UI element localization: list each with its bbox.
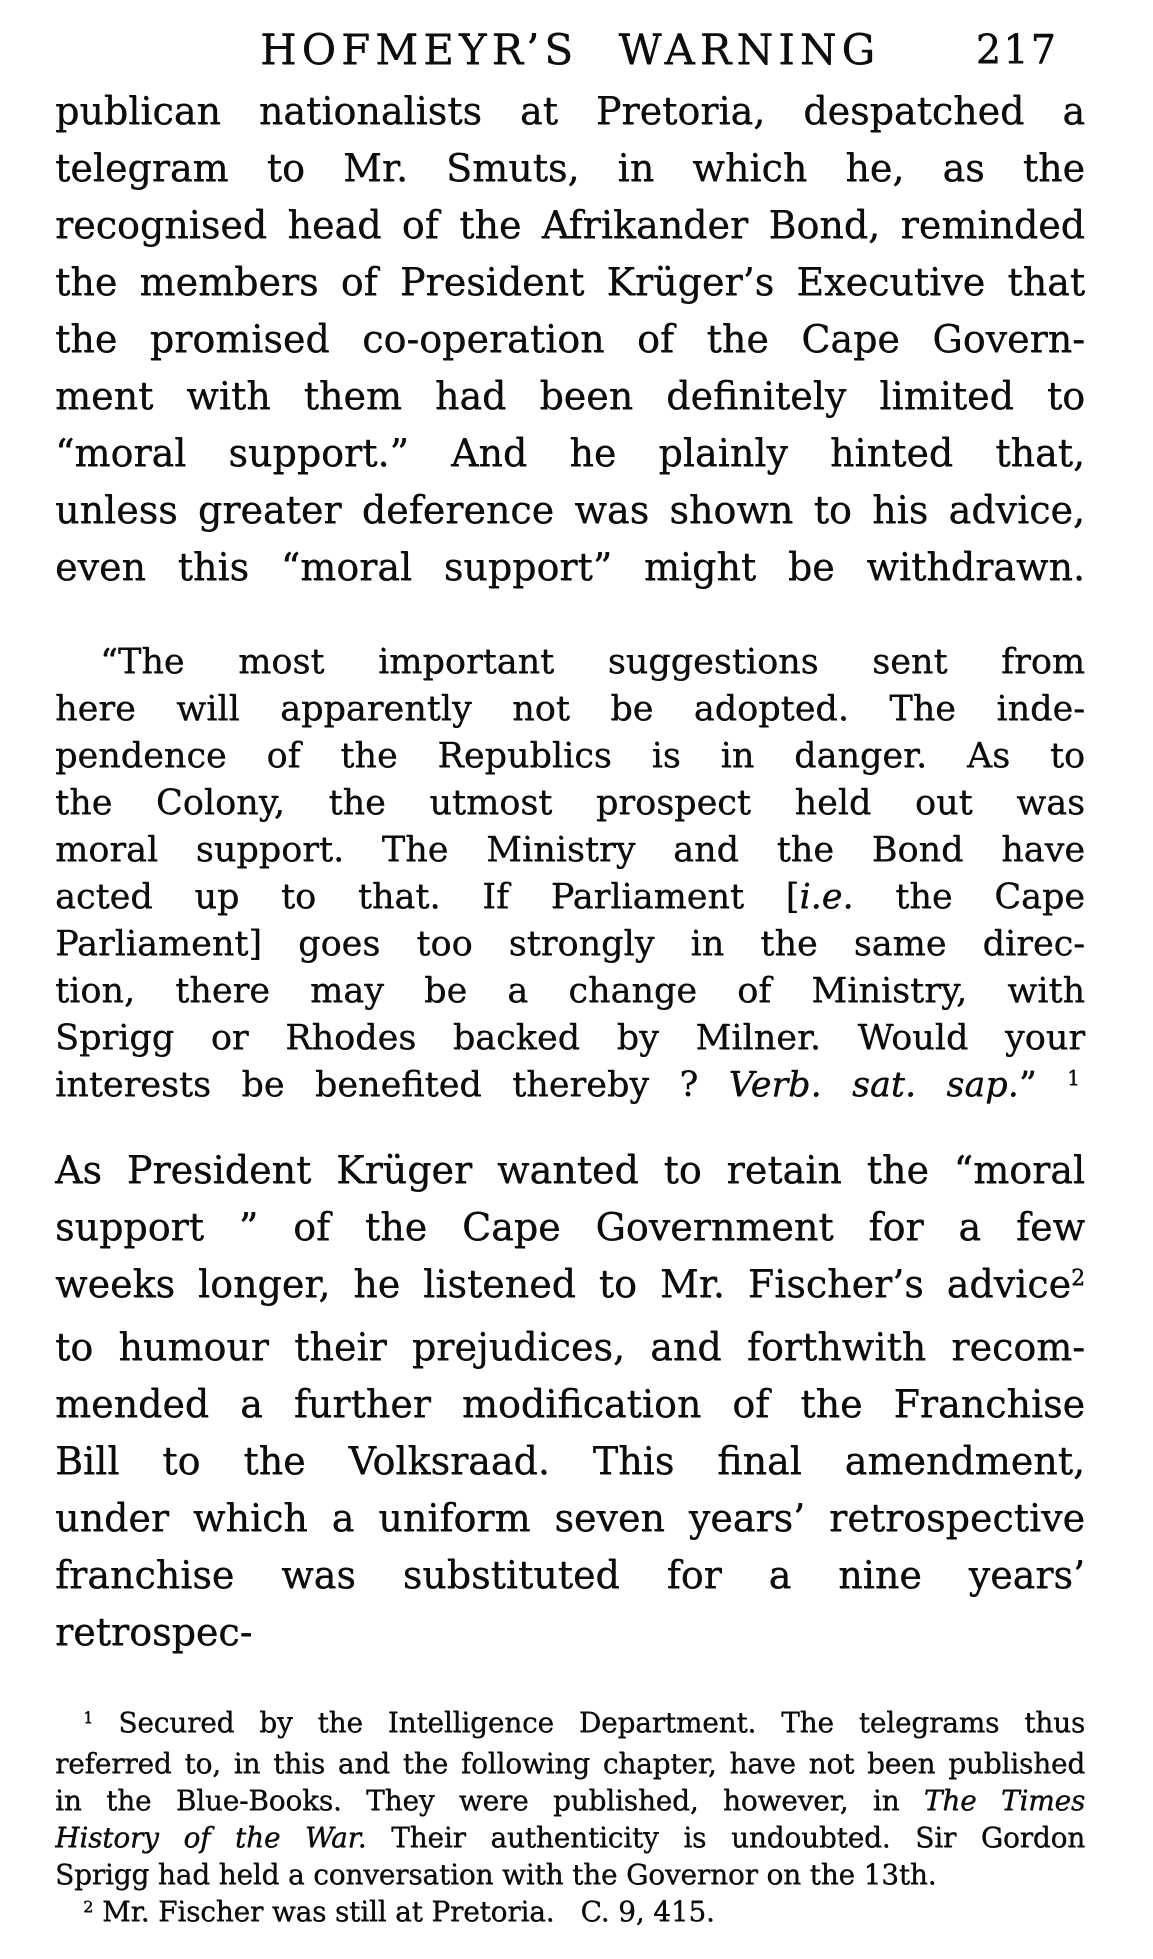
text-line: here will apparently not be adopted. The inde- (55, 689, 1085, 729)
text-line: $^1$ Secured by the Intelligence Department. The telegrams thus (83, 1706, 1085, 1739)
text-line: franchise was substituted for a nine years’ retrospec- (55, 1553, 1085, 1654)
text-line: Sprigg had held a conversation with the Governor on the 13th. (55, 1858, 937, 1891)
block-quote (55, 639, 1085, 1113)
italic-text: Verb. sat. sap. (728, 1065, 1019, 1105)
text-line: History of the War. Their authenticity is undoubted. Sir Gordon (55, 1821, 1085, 1854)
text-line: in the Blue-Books. They were published, however, in The Times (55, 1784, 1085, 1817)
footnote-marker: 1 (83, 1708, 94, 1728)
text-line: pendence of the Republics is in danger. As to (55, 736, 1085, 776)
text-line: Parliament] goes too strongly in the same direc- (55, 924, 1085, 964)
text-line: “moral support.” And he plainly hinted that, (55, 431, 1085, 475)
paragraph-continuation (55, 83, 1085, 596)
text-line: the members of President Krüger’s Executive that (55, 260, 1085, 304)
text-line: the promised co-operation of the Cape Govern- (55, 317, 1085, 361)
text-line: moral support. The Ministry and the Bond have (55, 830, 1085, 870)
footnote-marker: 2 (83, 1897, 94, 1917)
text-line: under which a uniform seven years’ retrospective (55, 1496, 1085, 1540)
text-line: to humour their prejudices, and forthwith recom- (55, 1325, 1085, 1369)
text-line: $^2$ Mr. Fischer was still at Pretoria. C. 9, 415. (83, 1895, 715, 1928)
text-line: As President Krüger wanted to retain the “moral (55, 1148, 1085, 1192)
italic-text: History of the War. (55, 1821, 367, 1854)
text-line: tion, there may be a change of Ministry, with (55, 971, 1085, 1011)
text-line: Bill to the Volksraad. This final amendment, (55, 1439, 1085, 1483)
paragraph (55, 1142, 1085, 1661)
text-line: telegram to Mr. Smuts, in which he, as the (55, 146, 1085, 190)
footnote (55, 1704, 1085, 1893)
footnote-marker: 1 (1067, 1065, 1080, 1090)
italic-text: i.e. (799, 877, 854, 917)
text-line: ment with them had been definitely limited to (55, 374, 1085, 418)
text-line: “The most important suggestions sent from (100, 642, 1085, 682)
text-line: support ” of the Cape Government for a few (55, 1205, 1085, 1249)
text-line: Sprigg or Rhodes backed by Milner. Would your (55, 1018, 1085, 1058)
text-line: acted up to that. If Parliament [i.e. the Cape (55, 877, 1085, 917)
text-line: mended a further modification of the Franchise (55, 1382, 1085, 1426)
italic-text: The Times (923, 1784, 1085, 1817)
text-line: unless greater deference was shown to his advice, (55, 488, 1085, 532)
text-line: referred to, in this and the following chapter, have not been published (55, 1747, 1085, 1780)
footnote-marker: 2 (1070, 1265, 1085, 1291)
text-line: even this “moral support” might be withdrawn. (55, 545, 1085, 589)
running-header (55, 25, 1085, 74)
page-number: 217 (975, 27, 1058, 73)
text-line: the Colony, the utmost prospect held out was (55, 783, 1085, 823)
page-title: HOFMEYR’S WARNING (259, 25, 881, 74)
footnote (55, 1893, 1085, 1934)
text-line: interests be benefited thereby ? Verb. sat. sap.” $^1$ (55, 1065, 1080, 1105)
text-line: recognised head of the Afrikander Bond, reminded (55, 203, 1085, 247)
text-line: weeks longer, he listened to Mr. Fischer’s advice$^2$ (55, 1262, 1085, 1306)
text-line: publican nationalists at Pretoria, despatched a (55, 89, 1085, 133)
footnotes (55, 1704, 1085, 1934)
